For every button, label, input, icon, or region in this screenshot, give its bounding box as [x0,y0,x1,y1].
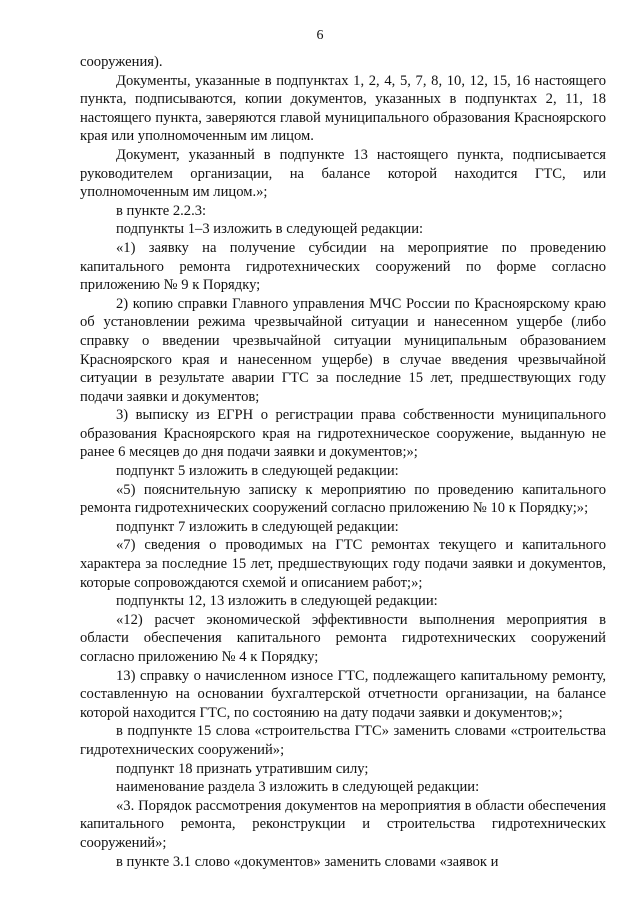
paragraph: в пункте 3.1 слово «документов» заменить словами «заявок и [116,853,499,870]
paragraph: в подпункте 15 слова «строительства ГТС» заменить словами «строительства гидротехнических сооружений»; [80,723,606,758]
paragraph: «12) расчет экономической эффективности выполнения мероприятия в области обеспечения капитального ремонта гидротехнических сооружений согласно приложению № 4 к Порядку; [80,611,606,665]
paragraph: 2) копию справки Главного управления МЧС России по Красноярскому краю об установлении режима чрезвычайной ситуации и нанесенном ущербе (либо справку о введении чрезвычайной ситуации муниципальным образованием Красноярского края и нанесенном ущербе) в случае введения чрезвычайной ситуации в результате аварии ГТС за последние 15 лет, предшествующих году подачи заявки и документов; [80,295,606,405]
paragraph: «1) заявку на получение субсидии на мероприятие по проведению капитального ремонта гидротехнических сооружений по форме согласно приложению № 9 к Порядку; [80,239,606,294]
page-number: 6 [316,28,324,43]
paragraph: в пункте 2.2.3: [116,202,207,219]
paragraph: подпункт 18 признать утратившим силу; [116,760,369,777]
paragraph: подпункты 12, 13 изложить в следующей редакции: [116,593,438,610]
document-body [80,53,606,871]
paragraph: сооружения). [80,54,163,70]
paragraph: наименование раздела 3 изложить в следующей редакции: [116,779,480,796]
paragraph: 3) выписку из ЕГРН о регистрации права собственности муниципального образования Красноярского края на гидротехническое сооружение, выданную не ранее 6 месяцев до дня подачи заявки и документов;»; [80,407,606,461]
paragraph: «3. Порядок рассмотрения документов на мероприятия в области обеспечения капитального ремонта, реконструкции и строительства гидротехнических сооружений»; [80,797,606,851]
paragraph: «5) пояснительную записку к мероприятию по проведению капитального ремонта гидротехнических сооружений согласно приложению № 10 к Порядку;»; [80,481,606,517]
paragraph: подпункт 7 изложить в следующей редакции: [116,518,399,535]
paragraph: Документ, указанный в подпункте 13 настоящего пункта, подписывается руководителем организации, на балансе которой находится ГТС, или уполномоченным им лицом.»; [80,146,606,201]
paragraph: подпункт 5 изложить в следующей редакции: [116,463,399,480]
paragraph: подпункты 1–3 изложить в следующей редакции: [116,221,424,238]
paragraph: 13) справку о начисленном износе ГТС, подлежащего капитальному ремонту, составленную на основании бухгалтерской отчетности организации, на балансе которой находится ГТС, по состоянию на дату подачи заявки и документов;»; [80,667,606,721]
paragraph: «7) сведения о проводимых на ГТС ремонтах текущего и капитального характера за последние 15 лет, предшествующих году подачи заявки и документов, которые сопровождаются схемой и описанием работ;»; [80,537,606,591]
paragraph: Документы, указанные в подпунктах 1, 2, 4, 5, 7, 8, 10, 12, 15, 16 настоящего пункта, подписываются, копии документов, указанных в подпунктах 2, 11, 18 настоящего пункта, заверяются главой муниципального образования Красноярского края или уполномоченным им лицом. [80,72,606,145]
